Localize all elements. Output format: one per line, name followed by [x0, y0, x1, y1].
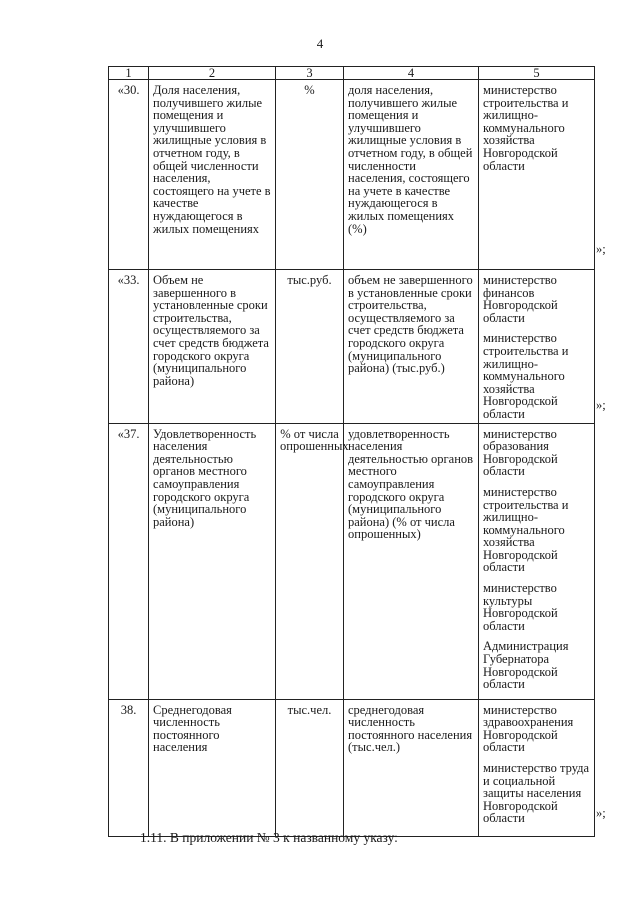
indicator-name: Объем не завершенного в установленные сроки строительства, осуществляемого за счет средств бюджета городского округа (муниципального района) — [149, 270, 276, 424]
page-number: 4 — [316, 36, 324, 51]
responsible-body: Администрация Губернатора Новгородской области — [483, 639, 569, 692]
closing-quote-mark: »; — [596, 242, 606, 256]
responsible-body: министерство образования Новгородской области — [483, 426, 558, 479]
unit-of-measure: тыс.руб. — [276, 270, 344, 424]
responsible-bodies — [479, 80, 595, 270]
column-header-1: 1 — [109, 67, 149, 80]
responsible-bodies — [479, 270, 595, 424]
responsible-bodies — [479, 423, 595, 699]
responsible-body: министерство труда и социальной защиты населения Новгородской области — [483, 760, 590, 826]
responsible-body: министерство строительства и жилищно-коммунального хозяйства Новгородской области — [483, 331, 569, 421]
table-row — [109, 699, 595, 836]
indicator-name: Среднегодовая численность постоянного населения — [149, 699, 276, 836]
responsible-body: министерство строительства и жилищно-коммунального хозяйства Новгородской области — [483, 83, 569, 173]
responsible-body: министерство финансов Новгородской области — [483, 273, 558, 325]
responsible-bodies — [479, 699, 595, 836]
closing-quote-mark: »; — [596, 398, 606, 412]
table-row — [109, 80, 595, 270]
indicator-description: доля населения, получившего жилые помещения и улучшившего жилищные условия в отчетном году, в общей численности населения, состоящего на учете в качестве нуждающегося в жилых помещениях (%) — [344, 80, 479, 270]
column-header-2: 2 — [149, 67, 276, 80]
indicator-name: Доля населения, получившего жилые помещения и улучшившего жилищные условия в отчетном году, в общей численности населения, состоящего на учете в качестве нуждающегося в жилых помещениях — [149, 80, 276, 270]
row-number: 38. — [109, 699, 149, 836]
unit-of-measure: тыс.чел. — [276, 699, 344, 836]
footer-paragraph: 1.11. В приложении № 3 к названному указу: — [140, 830, 398, 845]
row-number: «30. — [109, 80, 149, 270]
responsible-body: министерство здравоохранения Новгородской области — [483, 702, 574, 755]
indicator-description: удовлетворенность населения деятельностью органов местного самоуправления городского округа (муниципального района) (% от числа опрошенных) — [344, 423, 479, 699]
table-row — [109, 270, 595, 424]
table-row — [109, 423, 595, 699]
closing-quote-mark: »; — [596, 806, 606, 820]
indicator-description: объем не завершенного в установленные сроки строительства, осуществляемого за счет средств бюджета городского округа (муниципального района) (тыс.руб.) — [344, 270, 479, 424]
row-number: «37. — [109, 423, 149, 699]
column-header-5: 5 — [479, 67, 595, 80]
indicator-name: Удовлетворенность населения деятельностью органов местного самоуправления городского округа (муниципального района) — [149, 423, 276, 699]
responsible-body: министерство строительства и жилищно-коммунального хозяйства Новгородской области — [483, 484, 569, 575]
table-header-row — [109, 67, 595, 80]
indicators-table — [108, 66, 595, 837]
unit-of-measure: % от числа опрошенных — [276, 423, 344, 699]
column-header-3: 3 — [276, 67, 344, 80]
column-header-4: 4 — [344, 67, 479, 80]
unit-of-measure: % — [276, 80, 344, 270]
responsible-body: министерство культуры Новгородской области — [483, 581, 558, 633]
row-number: «33. — [109, 270, 149, 424]
indicator-description: среднегодовая численность постоянного населения (тыс.чел.) — [344, 699, 479, 836]
